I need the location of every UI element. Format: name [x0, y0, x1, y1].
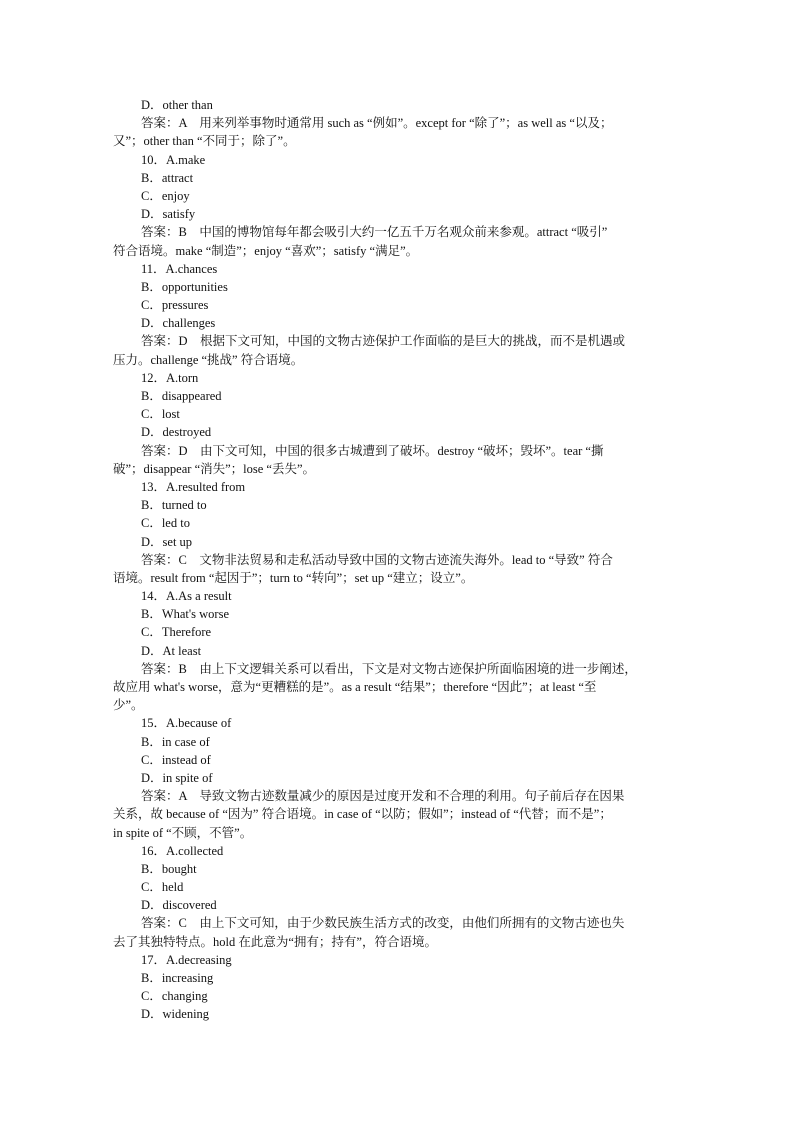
answer-line: 答案：A 导致文物古迹数量减少的原因是过度开发和不合理的利用。句子前后存在因果	[141, 789, 625, 804]
option-line: D．At least	[141, 643, 202, 658]
option-line: C．pressures	[141, 298, 209, 313]
option-line: C．changing	[141, 989, 208, 1004]
answer-continuation-line: 符合语境。make “制造”；enjoy “喜欢”；satisfy “满足”。	[113, 243, 419, 258]
option-line: B．bought	[141, 861, 197, 876]
option-line: B．opportunities	[141, 279, 228, 294]
option-line: B．What's worse	[141, 607, 230, 622]
answer-line: 答案：B 中国的博物馆每年都会吸引大约一亿五千万名观众前来参观。attract “吸引”	[141, 225, 608, 240]
option-line: 15．A.because of	[141, 716, 232, 731]
answer-line: 答案：A 用来列举事物时通常用 such as “例如”。except for “除了”；as well as “以及；	[141, 116, 613, 131]
option-line: 13．A.resulted from	[141, 479, 246, 494]
answer-line: 答案：C 文物非法贸易和走私活动导致中国的文物古迹流失海外。lead to “导致” 符合	[141, 552, 613, 567]
option-line: B．attract	[141, 170, 194, 185]
answer-continuation-line: in spite of “不顾，不管”。	[113, 825, 253, 840]
answer-line: 答案：C 由上下文可知，由于少数民族生活方式的改变，由他们所拥有的文物古迹也失	[141, 916, 625, 931]
answer-continuation-line: 又”；other than “不同于；除了”。	[113, 134, 296, 149]
answer-continuation-line: 关系，故 because of “因为” 符合语境。in case of “以防；假如”；instead of “代替；而不是”；	[113, 807, 612, 822]
answer-continuation-line: 压力。challenge “挑战” 符合语境。	[113, 352, 304, 367]
answer-continuation-line: 去了其独特特点。hold 在此意为“拥有；持有”，符合语境。	[113, 934, 437, 949]
option-line: D．challenges	[141, 316, 216, 331]
option-line: 10．A.make	[141, 152, 206, 167]
option-line: 16．A.collected	[141, 843, 224, 858]
option-line: D．widening	[141, 1007, 210, 1022]
answer-line: 答案：D 根据下文可知，中国的文物古迹保护工作面临的是巨大的挑战，而不是机遇或	[141, 334, 626, 349]
option-line: C．held	[141, 880, 184, 895]
option-line: D．in spite of	[141, 770, 213, 785]
option-line: 14．A.As a result	[141, 589, 232, 604]
option-line: B．disappeared	[141, 389, 222, 403]
option-line: C．enjoy	[141, 188, 190, 203]
option-line: D．satisfy	[141, 207, 196, 222]
document-body	[113, 96, 683, 1024]
option-line: B．increasing	[141, 971, 214, 985]
option-line: D．other than	[141, 98, 213, 112]
option-line: D．destroyed	[141, 425, 212, 440]
option-line: C．lost	[141, 407, 180, 422]
answer-continuation-line: 语境。result from “起因于”；turn to “转向”；set up “建立；设立”。	[113, 570, 474, 585]
answer-continuation-line: 少”。	[113, 698, 144, 713]
option-line: C．led to	[141, 516, 190, 531]
option-line: D．set up	[141, 534, 193, 549]
option-line: C．instead of	[141, 752, 211, 767]
option-line: B．in case of	[141, 734, 210, 749]
answer-continuation-line: 故应用 what's worse，意为“更糟糕的是”。as a result “结果”；therefore “因此”；at least “至	[113, 680, 597, 694]
option-line: 11．A.chances	[141, 261, 218, 276]
option-line: D．discovered	[141, 898, 217, 913]
answer-continuation-line: 破”；disappear “消失”；lose “丢失”。	[113, 461, 316, 476]
option-line: 17．A.decreasing	[141, 952, 232, 967]
answer-line: 答案：B 由上下文逻辑关系可以看出，下文是对文物古迹保护所面临困境的进一步阐述，	[141, 661, 637, 676]
option-line: B．turned to	[141, 498, 207, 513]
option-line: C．Therefore	[141, 625, 212, 640]
option-line: 12．A.torn	[141, 370, 199, 385]
answer-line: 答案：D 由下文可知，中国的很多古城遭到了破坏。destroy “破坏；毁坏”。tear “撕	[141, 443, 604, 458]
